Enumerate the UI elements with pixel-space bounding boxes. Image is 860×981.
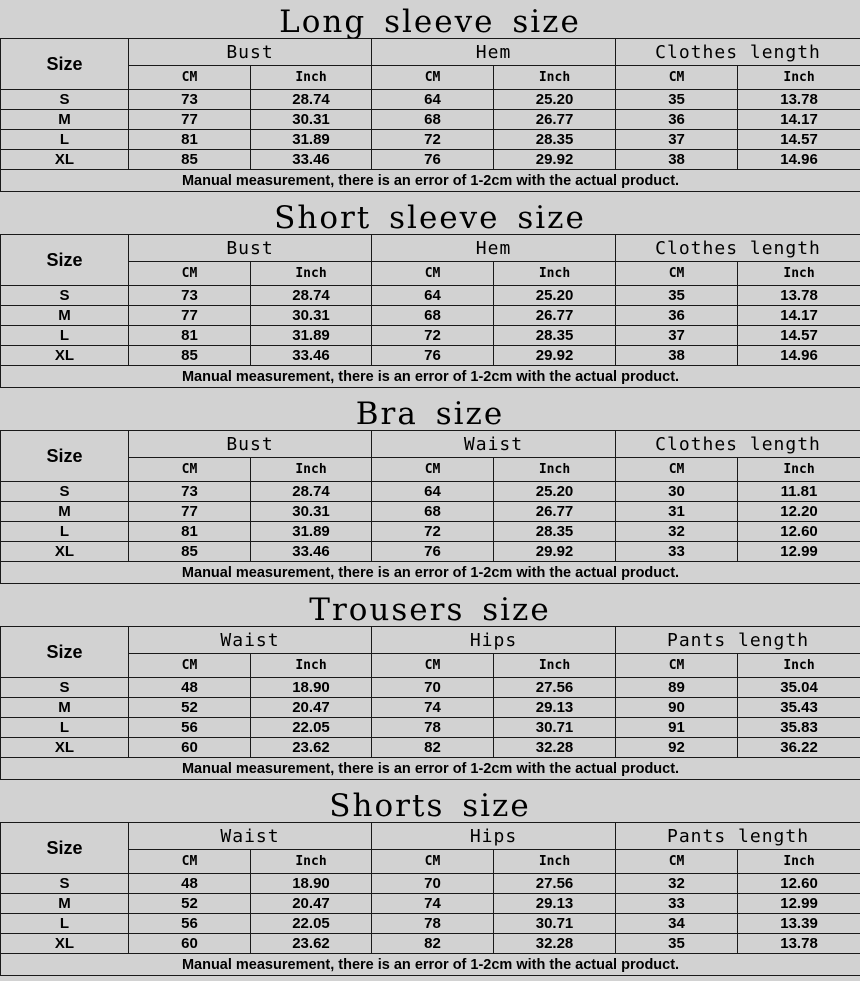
measurement-value: 37 [616, 130, 738, 150]
measurement-value: 28.35 [494, 130, 616, 150]
measurement-value: 33.46 [251, 346, 372, 366]
unit-label-inch: Inch [738, 850, 860, 874]
unit-label-cm: CM [129, 654, 251, 678]
measurement-value: 92 [616, 738, 738, 758]
measurement-group-header: Clothes length [616, 431, 860, 458]
measurement-value: 14.57 [738, 326, 860, 346]
measurement-value: 74 [372, 698, 494, 718]
measurement-value: 76 [372, 346, 494, 366]
table-row [1, 326, 860, 346]
measurement-value: 70 [372, 678, 494, 698]
size-label: S [1, 874, 129, 894]
measurement-group-header: Bust [129, 39, 372, 66]
measurement-value: 18.90 [251, 874, 372, 894]
unit-label-inch: Inch [494, 458, 616, 482]
table-row [1, 502, 860, 522]
measurement-group-header: Bust [129, 431, 372, 458]
measurement-value: 72 [372, 522, 494, 542]
section-title: Trousers size [309, 592, 551, 628]
measurement-value: 37 [616, 326, 738, 346]
size-label: XL [1, 738, 129, 758]
measurement-value: 30.31 [251, 502, 372, 522]
measurement-value: 81 [129, 326, 251, 346]
measurement-group-header: Pants length [616, 823, 860, 850]
size-label: XL [1, 934, 129, 954]
measurement-value: 26.77 [494, 110, 616, 130]
measurement-value: 22.05 [251, 914, 372, 934]
measurement-value: 28.74 [251, 90, 372, 110]
measurement-note: Manual measurement, there is an error of 1-2cm with the actual product. [1, 366, 860, 388]
unit-label-cm: CM [616, 262, 738, 286]
measurement-value: 81 [129, 522, 251, 542]
size-label: L [1, 522, 129, 542]
measurement-value: 56 [129, 718, 251, 738]
measurement-value: 30.71 [494, 914, 616, 934]
measurement-value: 73 [129, 482, 251, 502]
measurement-value: 82 [372, 738, 494, 758]
measurement-value: 77 [129, 502, 251, 522]
measurement-note: Manual measurement, there is an error of 1-2cm with the actual product. [1, 170, 860, 192]
size-label: S [1, 482, 129, 502]
unit-label-inch: Inch [738, 458, 860, 482]
measurement-value: 52 [129, 698, 251, 718]
unit-label-inch: Inch [251, 850, 372, 874]
table-row [1, 698, 860, 718]
size-table [0, 626, 860, 780]
measurement-value: 35.43 [738, 698, 860, 718]
size-label: M [1, 306, 129, 326]
measurement-group-header: Hips [372, 627, 616, 654]
measurement-value: 64 [372, 482, 494, 502]
measurement-value: 56 [129, 914, 251, 934]
measurement-note: Manual measurement, there is an error of 1-2cm with the actual product. [1, 562, 860, 584]
table-row [1, 738, 860, 758]
unit-label-cm: CM [616, 654, 738, 678]
size-column-header: Size [1, 431, 129, 482]
measurement-value: 73 [129, 286, 251, 306]
size-label: L [1, 326, 129, 346]
measurement-value: 85 [129, 346, 251, 366]
unit-label-cm: CM [616, 458, 738, 482]
unit-label-inch: Inch [251, 262, 372, 286]
measurement-value: 31 [616, 502, 738, 522]
measurement-value: 76 [372, 150, 494, 170]
unit-label-inch: Inch [251, 458, 372, 482]
unit-label-inch: Inch [251, 66, 372, 90]
size-label: XL [1, 346, 129, 366]
table-row [1, 306, 860, 326]
measurement-value: 14.17 [738, 306, 860, 326]
measurement-value: 14.17 [738, 110, 860, 130]
measurement-value: 29.13 [494, 894, 616, 914]
table-row [1, 110, 860, 130]
measurement-value: 35.04 [738, 678, 860, 698]
measurement-value: 91 [616, 718, 738, 738]
size-label: M [1, 698, 129, 718]
table-row [1, 934, 860, 954]
measurement-value: 72 [372, 326, 494, 346]
measurement-value: 25.20 [494, 90, 616, 110]
measurement-value: 35 [616, 286, 738, 306]
measurement-value: 68 [372, 502, 494, 522]
measurement-value: 30 [616, 482, 738, 502]
measurement-value: 48 [129, 874, 251, 894]
size-label: S [1, 90, 129, 110]
measurement-value: 72 [372, 130, 494, 150]
measurement-group-header: Hem [372, 235, 616, 262]
measurement-value: 30.31 [251, 306, 372, 326]
size-label: S [1, 286, 129, 306]
measurement-value: 33 [616, 894, 738, 914]
size-label: L [1, 130, 129, 150]
table-row [1, 894, 860, 914]
measurement-value: 85 [129, 150, 251, 170]
measurement-value: 14.57 [738, 130, 860, 150]
measurement-value: 35.83 [738, 718, 860, 738]
size-table [0, 822, 860, 976]
measurement-value: 13.78 [738, 286, 860, 306]
section-title: Short sleeve size [274, 200, 586, 236]
measurement-value: 12.20 [738, 502, 860, 522]
measurement-value: 32 [616, 874, 738, 894]
measurement-value: 23.62 [251, 934, 372, 954]
unit-label-cm: CM [616, 850, 738, 874]
table-row [1, 286, 860, 306]
table-row [1, 346, 860, 366]
size-section [0, 784, 860, 980]
measurement-value: 29.92 [494, 150, 616, 170]
measurement-value: 68 [372, 306, 494, 326]
measurement-value: 13.39 [738, 914, 860, 934]
measurement-value: 35 [616, 934, 738, 954]
measurement-value: 14.96 [738, 150, 860, 170]
size-table [0, 234, 860, 388]
measurement-value: 27.56 [494, 678, 616, 698]
measurement-group-header: Pants length [616, 627, 860, 654]
table-row [1, 522, 860, 542]
measurement-group-header: Hem [372, 39, 616, 66]
unit-label-inch: Inch [251, 654, 372, 678]
unit-label-inch: Inch [738, 66, 860, 90]
measurement-value: 28.35 [494, 522, 616, 542]
measurement-value: 32.28 [494, 934, 616, 954]
unit-label-cm: CM [129, 262, 251, 286]
measurement-value: 89 [616, 678, 738, 698]
unit-label-cm: CM [372, 850, 494, 874]
unit-label-inch: Inch [494, 262, 616, 286]
measurement-value: 38 [616, 150, 738, 170]
measurement-value: 32.28 [494, 738, 616, 758]
measurement-value: 36.22 [738, 738, 860, 758]
size-label: XL [1, 150, 129, 170]
section-title: Bra size [355, 396, 505, 432]
section-title: Long sleeve size [279, 4, 581, 40]
measurement-value: 32 [616, 522, 738, 542]
measurement-value: 35 [616, 90, 738, 110]
measurement-group-header: Bust [129, 235, 372, 262]
table-row [1, 482, 860, 502]
measurement-value: 76 [372, 542, 494, 562]
size-section [0, 392, 860, 588]
measurement-value: 25.20 [494, 482, 616, 502]
unit-label-cm: CM [372, 654, 494, 678]
size-column-header: Size [1, 39, 129, 90]
measurement-value: 25.20 [494, 286, 616, 306]
table-row [1, 130, 860, 150]
table-row [1, 90, 860, 110]
size-table [0, 38, 860, 192]
measurement-note: Manual measurement, there is an error of 1-2cm with the actual product. [1, 954, 860, 976]
measurement-value: 22.05 [251, 718, 372, 738]
measurement-value: 90 [616, 698, 738, 718]
table-row [1, 874, 860, 894]
measurement-value: 11.81 [738, 482, 860, 502]
measurement-value: 36 [616, 306, 738, 326]
size-label: M [1, 502, 129, 522]
unit-label-inch: Inch [494, 850, 616, 874]
measurement-value: 29.13 [494, 698, 616, 718]
size-column-header: Size [1, 627, 129, 678]
measurement-group-header: Waist [129, 823, 372, 850]
table-row [1, 542, 860, 562]
measurement-value: 74 [372, 894, 494, 914]
measurement-value: 28.74 [251, 482, 372, 502]
measurement-value: 77 [129, 110, 251, 130]
unit-label-cm: CM [616, 66, 738, 90]
size-label: L [1, 718, 129, 738]
unit-label-cm: CM [372, 66, 494, 90]
size-section [0, 0, 860, 196]
measurement-value: 81 [129, 130, 251, 150]
unit-label-inch: Inch [494, 654, 616, 678]
unit-label-cm: CM [129, 458, 251, 482]
measurement-note: Manual measurement, there is an error of 1-2cm with the actual product. [1, 758, 860, 780]
unit-label-cm: CM [129, 850, 251, 874]
measurement-value: 26.77 [494, 502, 616, 522]
measurement-value: 12.99 [738, 894, 860, 914]
measurement-value: 64 [372, 90, 494, 110]
measurement-value: 31.89 [251, 522, 372, 542]
size-label: L [1, 914, 129, 934]
size-section [0, 588, 860, 784]
measurement-value: 12.60 [738, 874, 860, 894]
table-row [1, 678, 860, 698]
measurement-value: 33 [616, 542, 738, 562]
unit-label-inch: Inch [494, 66, 616, 90]
measurement-value: 78 [372, 914, 494, 934]
measurement-value: 12.60 [738, 522, 860, 542]
measurement-value: 33.46 [251, 150, 372, 170]
size-column-header: Size [1, 235, 129, 286]
unit-label-inch: Inch [738, 262, 860, 286]
unit-label-cm: CM [372, 458, 494, 482]
measurement-value: 20.47 [251, 894, 372, 914]
measurement-value: 26.77 [494, 306, 616, 326]
measurement-value: 13.78 [738, 90, 860, 110]
measurement-value: 48 [129, 678, 251, 698]
measurement-value: 85 [129, 542, 251, 562]
measurement-group-header: Clothes length [616, 39, 860, 66]
measurement-value: 33.46 [251, 542, 372, 562]
measurement-value: 38 [616, 346, 738, 366]
size-label: S [1, 678, 129, 698]
table-row [1, 718, 860, 738]
size-label: XL [1, 542, 129, 562]
measurement-value: 23.62 [251, 738, 372, 758]
measurement-value: 34 [616, 914, 738, 934]
measurement-value: 18.90 [251, 678, 372, 698]
measurement-group-header: Clothes length [616, 235, 860, 262]
unit-label-inch: Inch [738, 654, 860, 678]
measurement-value: 70 [372, 874, 494, 894]
measurement-value: 31.89 [251, 326, 372, 346]
table-row [1, 150, 860, 170]
measurement-value: 29.92 [494, 346, 616, 366]
measurement-value: 27.56 [494, 874, 616, 894]
measurement-value: 13.78 [738, 934, 860, 954]
measurement-value: 77 [129, 306, 251, 326]
measurement-value: 28.35 [494, 326, 616, 346]
measurement-group-header: Waist [372, 431, 616, 458]
measurement-value: 82 [372, 934, 494, 954]
measurement-value: 64 [372, 286, 494, 306]
measurement-value: 29.92 [494, 542, 616, 562]
measurement-value: 60 [129, 934, 251, 954]
measurement-value: 73 [129, 90, 251, 110]
measurement-value: 12.99 [738, 542, 860, 562]
measurement-value: 36 [616, 110, 738, 130]
measurement-group-header: Hips [372, 823, 616, 850]
unit-label-cm: CM [372, 262, 494, 286]
size-label: M [1, 894, 129, 914]
measurement-value: 60 [129, 738, 251, 758]
unit-label-cm: CM [129, 66, 251, 90]
size-label: M [1, 110, 129, 130]
size-column-header: Size [1, 823, 129, 874]
measurement-value: 28.74 [251, 286, 372, 306]
size-section [0, 196, 860, 392]
measurement-value: 68 [372, 110, 494, 130]
measurement-value: 30.31 [251, 110, 372, 130]
size-table [0, 430, 860, 584]
measurement-value: 30.71 [494, 718, 616, 738]
measurement-group-header: Waist [129, 627, 372, 654]
measurement-value: 14.96 [738, 346, 860, 366]
table-row [1, 914, 860, 934]
measurement-value: 20.47 [251, 698, 372, 718]
section-title: Shorts size [329, 788, 531, 824]
measurement-value: 31.89 [251, 130, 372, 150]
measurement-value: 78 [372, 718, 494, 738]
measurement-value: 52 [129, 894, 251, 914]
